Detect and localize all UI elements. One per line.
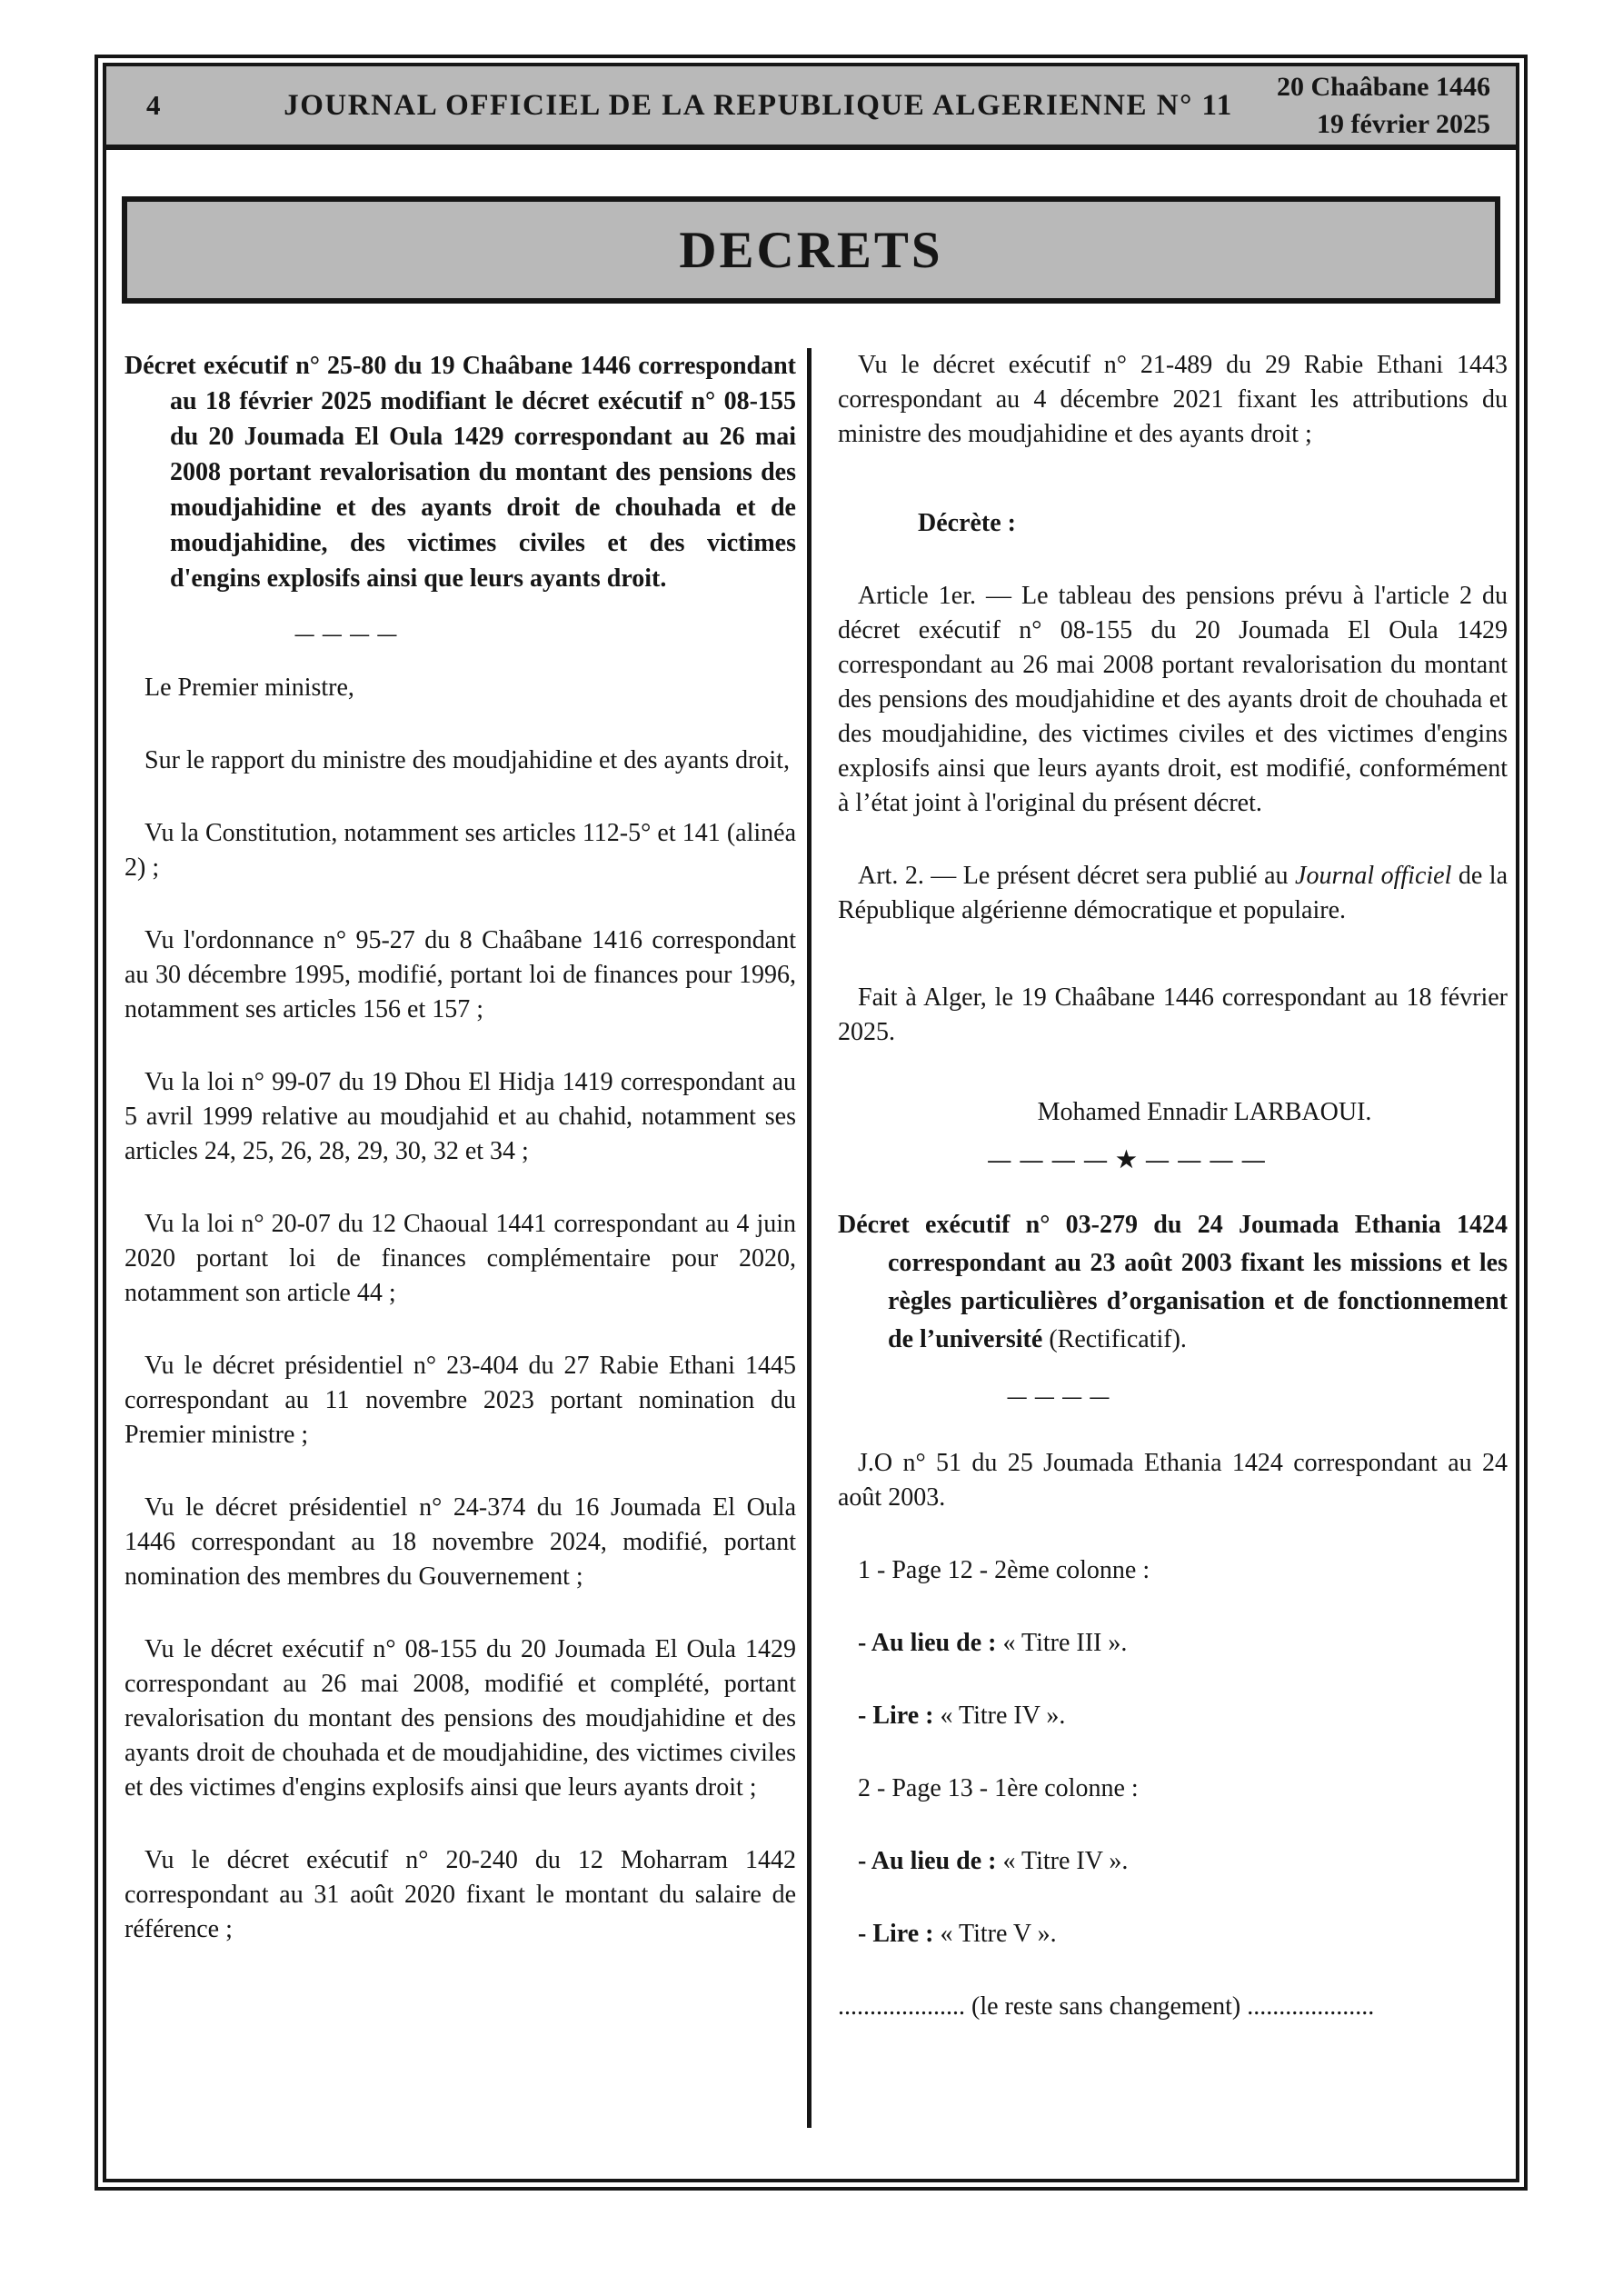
header-band: [106, 66, 1516, 150]
paragraph-article-1: Article 1er. — Le tableau des pensions prévu à l'article 2 du décret exécutif n° 08-155 du 20 Joumada El Oula 1429 correspondant au 26 mai 2008 portant revalorisation du montant des pensions des moudjahidine et des ayants droit de chouhada et des moudjahidine, des victimes civiles et des victimes d'engins explosifs ainsi que leurs ayants droit, est modifié, conformément à l’état joint à l'original du présent décret.: [838, 582, 1508, 817]
article-2-text-end: de la République algérienne démocratique et populaire.: [838, 862, 1508, 924]
paragraph-vu-loi-20-07: Vu la loi n° 20-07 du 12 Chaoual 1441 correspondant au 4 juin 2020 portant loi de finances complémentaire pour 2020, notamment son article 44 ;: [124, 1210, 796, 1307]
right-column: [838, 348, 1508, 2128]
dash-separator: — — — —: [294, 623, 399, 644]
paragraph-vu-decret-21-489: Vu le décret exécutif n° 21-489 du 29 Rabie Ethani 1443 correspondant au 4 décembre 2021 fixant les attributions du ministre des moudjahidine et des ayants droit ;: [838, 351, 1508, 448]
column-divider: [807, 348, 812, 2128]
page-number: 4: [146, 89, 161, 121]
paragraph-vu-ordonnance-95-27: Vu l'ordonnance n° 95-27 du 8 Chaâbane 1416 correspondant au 30 décembre 1995, modifié, portant loi de finances pour 1996, notamment ses articles 156 et 157 ;: [124, 926, 796, 1023]
paragraph-vu-decret-24-374: Vu le décret présidentiel n° 24-374 du 16 Joumada El Oula 1446 correspondant au 18 novembre 2024, modifié, portant nomination des membres du Gouvernement ;: [124, 1493, 796, 1591]
paragraph-vu-decret-23-404: Vu le décret présidentiel n° 23-404 du 27 Rabie Ethani 1445 correspondant au 11 novembre 2023 portant nomination du Premier ministre ;: [124, 1352, 796, 1449]
page-frame: [95, 55, 1528, 2191]
correction-item-au-lieu-de-2: - Au lieu de : « Titre IV ».: [858, 1847, 1129, 1875]
correction-item-lire-2: - Lire : « Titre V ».: [858, 1920, 1057, 1948]
star-separator: — — — — ★ — — — —: [988, 1148, 1267, 1173]
decrete-label: Décrète :: [918, 509, 1017, 537]
dash-separator: — — — —: [1007, 1385, 1111, 1407]
decree-title-03-279: [838, 1206, 1508, 1359]
two-column-layout: [106, 348, 1516, 2128]
paragraph-vu-decret-20-240: Vu le décret exécutif n° 20-240 du 12 Moharram 1442 correspondant au 31 août 2020 fixant le montant du salaire de référence ;: [124, 1846, 796, 1943]
correction-item-page13: 2 - Page 13 - 1ère colonne :: [858, 1774, 1139, 1802]
journal-title: JOURNAL OFFICIEL DE LA REPUBLIQUE ALGERIENNE N° 11: [284, 88, 1233, 122]
decree-title-25-80: Décret exécutif n° 25-80 du 19 Chaâbane 1446 correspondant au 18 février 2025 modifiant le décret exécutif n° 08-155 du 20 Joumada El Oula 1429 correspondant au 26 mai 2008 portant revalorisation du montant des pensions des moudjahidine et des ayants droit de chouhada et de moudjahidine, des victimes civiles et des victimes d'engins explosifs ainsi que leurs ayants droit.: [124, 352, 796, 593]
paragraph-fait-a-alger: Fait à Alger, le 19 Chaâbane 1446 correspondant au 18 février 2025.: [838, 983, 1508, 1046]
correction-item-page12: 1 - Page 12 - 2ème colonne :: [858, 1556, 1150, 1584]
signature-name: Mohamed Ennadir LARBAOUI.: [1037, 1098, 1372, 1126]
article-2-text: Art. 2. — Le présent décret sera publié au: [858, 862, 1296, 890]
rectificatif-label: (Rectificatif).: [1049, 1325, 1187, 1353]
paragraph-jo-reference: J.O n° 51 du 25 Joumada Ethania 1424 correspondant au 24 août 2003.: [838, 1449, 1508, 1512]
reste-sans-changement-line: .................... (le reste sans changement) ....................: [838, 1992, 1375, 2021]
paragraph-vu-loi-99-07: Vu la loi n° 99-07 du 19 Dhou El Hidja 1419 correspondant au 5 avril 1999 relative au moudjahid et au chahid, notamment ses articles 24, 25, 26, 28, 29, 30, 32 et 34 ;: [124, 1068, 796, 1165]
section-title-box: [122, 196, 1500, 304]
header-dates: [1277, 68, 1490, 143]
paragraph-sur-le-rapport: Sur le rapport du ministre des moudjahidine et des ayants droit,: [144, 746, 790, 774]
date-hijri: 20 Chaâbane 1446: [1276, 72, 1490, 102]
paragraph-article-2: [838, 859, 1508, 928]
left-column: [124, 348, 796, 2128]
journal-officiel-italic: Journal officiel: [1295, 862, 1452, 890]
section-title: DECRETS: [679, 221, 943, 279]
date-gregorian: 19 février 2025: [1316, 109, 1490, 139]
paragraph-vu-decret-08-155: Vu le décret exécutif n° 08-155 du 20 Joumada El Oula 1429 correspondant au 26 mai 2008, modifié et complété, portant revalorisation du montant des pensions des moudjahidine et des ayants droit de chouhada et de moudjahidine, des victimes civiles et des victimes d'engins explosifs ainsi que leurs ayants droit ;: [124, 1635, 796, 1802]
correction-item-lire-1: - Lire : « Titre IV ».: [858, 1702, 1066, 1730]
rectificatif-title-bold: Décret exécutif n° 03-279 du 24 Joumada Ethania 1424 correspondant au 23 août 2003 fixant les missions et les règles particulières d’organisation et de fonctionnement de l’université: [838, 1211, 1508, 1353]
paragraph-vu-constitution: Vu la Constitution, notamment ses articles 112-5° et 141 (alinéa 2) ;: [124, 819, 796, 882]
correction-item-au-lieu-de-1: - Au lieu de : « Titre III ».: [858, 1629, 1128, 1657]
paragraph-premier-ministre: Le Premier ministre,: [144, 674, 354, 702]
